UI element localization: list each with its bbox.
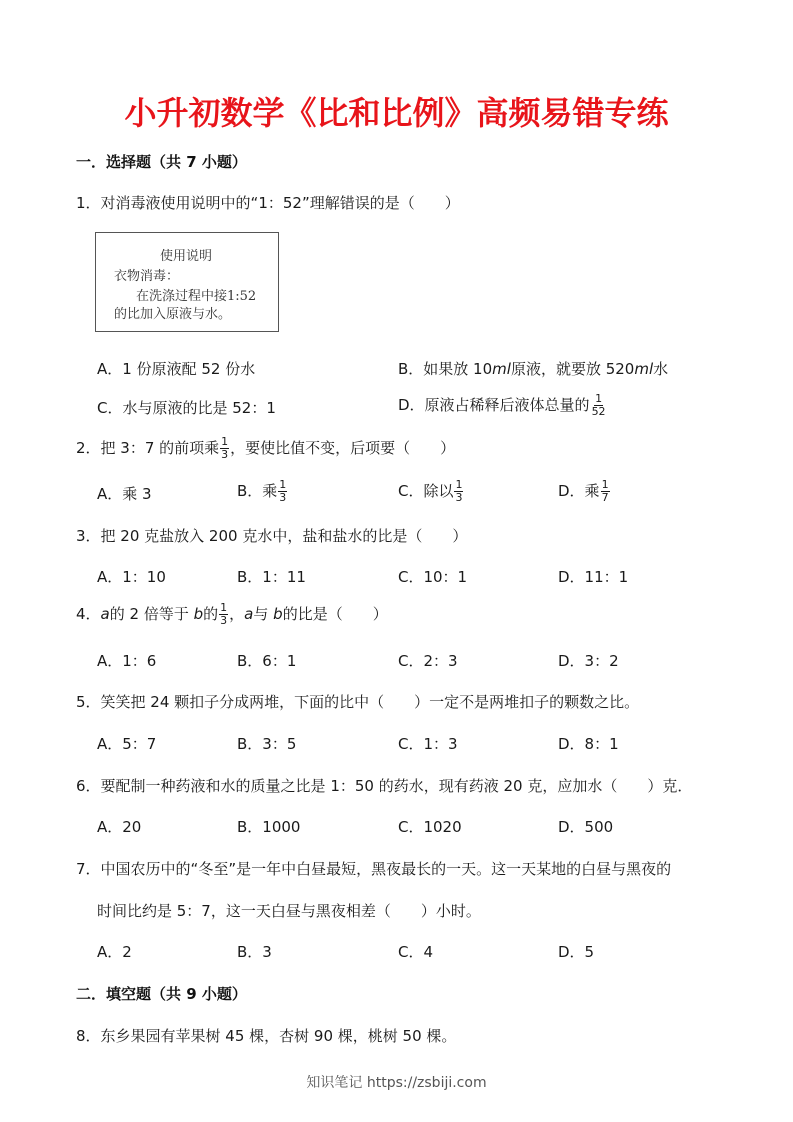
page-title: 小升初数学《比和比例》高频易错专练 — [124, 94, 669, 132]
question-2-text: 2．把 3：7 的前项乘 $\frac{1}{3}$ ，要使比值不变，后项要（ ） — [76, 435, 456, 461]
q5-option-d: D．8：1 — [558, 735, 619, 753]
question-7-line-1: 7．中国农历中的“冬至”是一年中白昼最短，黑夜最长的一天。这一天某地的白昼与黑夜的 — [76, 860, 672, 878]
footer-watermark: 知识笔记 https://zsbiji.com — [306, 1075, 487, 1091]
question-3-text: 3．把 20 克盐放入 200 克水中，盐和盐水的比是（ ） — [76, 527, 468, 545]
q3-option-d: D．11：1 — [558, 568, 629, 586]
question-4-text: 4．a的 2 倍等于 b的 $\frac{1}{3}$ ，a与 b的比是（ ） — [76, 601, 388, 627]
q1-option-b: B．如果放 10ml原液，就要放 520ml水 — [398, 360, 669, 378]
q5-option-c: C．1：3 — [398, 735, 458, 753]
q4-option-c: C．2：3 — [398, 652, 458, 670]
box-heading: 使用说明 — [160, 249, 213, 264]
question-8-text: 8．东乡果园有苹果树 45 棵，杏树 90 棵，桃树 50 棵。 — [76, 1027, 457, 1045]
question-1-text: 1．对消毒液使用说明中的“1：52”理解错误的是（ ） — [76, 194, 460, 212]
box-line-1: 衣物消毒： — [114, 269, 180, 284]
question-5-text: 5．笑笑把 24 颗扣子分成两堆，下面的比中（ ）一定不是两堆扣子的颗数之比。 — [76, 693, 640, 711]
question-7-line-2: 时间比约是 5：7，这一天白昼与黑夜相差（ ）小时。 — [97, 902, 481, 920]
question-6-text: 6．要配制一种药液和水的质量之比是 1：50 的药水，现有药液 20 克，应加水（ ）克． — [76, 777, 693, 795]
q1-option-c: C．水与原液的比是 52：1 — [97, 399, 276, 417]
q5-option-b: B．3：5 — [237, 735, 297, 753]
q6-option-a: A．20 — [97, 818, 142, 836]
q7-option-d: D．5 — [558, 943, 595, 961]
q7-option-a: A．2 — [97, 943, 132, 961]
q4-option-a: A．1：6 — [97, 652, 157, 670]
section-heading-fill: 二．填空题（共 9 小题） — [76, 985, 247, 1003]
q3-option-a: A．1：10 — [97, 568, 166, 586]
q6-option-d: D．500 — [558, 818, 614, 836]
q6-option-b: B．1000 — [237, 818, 301, 836]
q7-option-b: B．3 — [237, 943, 272, 961]
q6-option-c: C．1020 — [398, 818, 462, 836]
q2-option-c: C．除以 $\frac{1}{3}$ — [398, 478, 463, 504]
q1-option-d: D．原液占稀释后液体总量的 $\frac{1}{52}$ — [398, 392, 606, 418]
q7-option-c: C．4 — [398, 943, 434, 961]
q4-option-b: B．6：1 — [237, 652, 297, 670]
q2-option-a: A．乘 3 — [97, 485, 152, 503]
q4-option-d: D．3：2 — [558, 652, 619, 670]
q2-option-b: B．乘 $\frac{1}{3}$ — [237, 478, 287, 504]
section-heading-choice: 一．选择题（共 7 小题） — [76, 153, 247, 171]
q3-option-c: C．10：1 — [398, 568, 468, 586]
box-line-2: 在洗涤过程中接1:52 — [136, 289, 257, 304]
q5-option-a: A．5：7 — [97, 735, 157, 753]
usage-instructions-box — [95, 232, 279, 332]
box-line-3: 的比加入原液与水。 — [114, 307, 232, 322]
q2-option-d: D．乘 $\frac{1}{7}$ — [558, 478, 609, 504]
q3-option-b: B．1：11 — [237, 568, 306, 586]
q1-option-a: A．1 份原液配 52 份水 — [97, 360, 256, 378]
